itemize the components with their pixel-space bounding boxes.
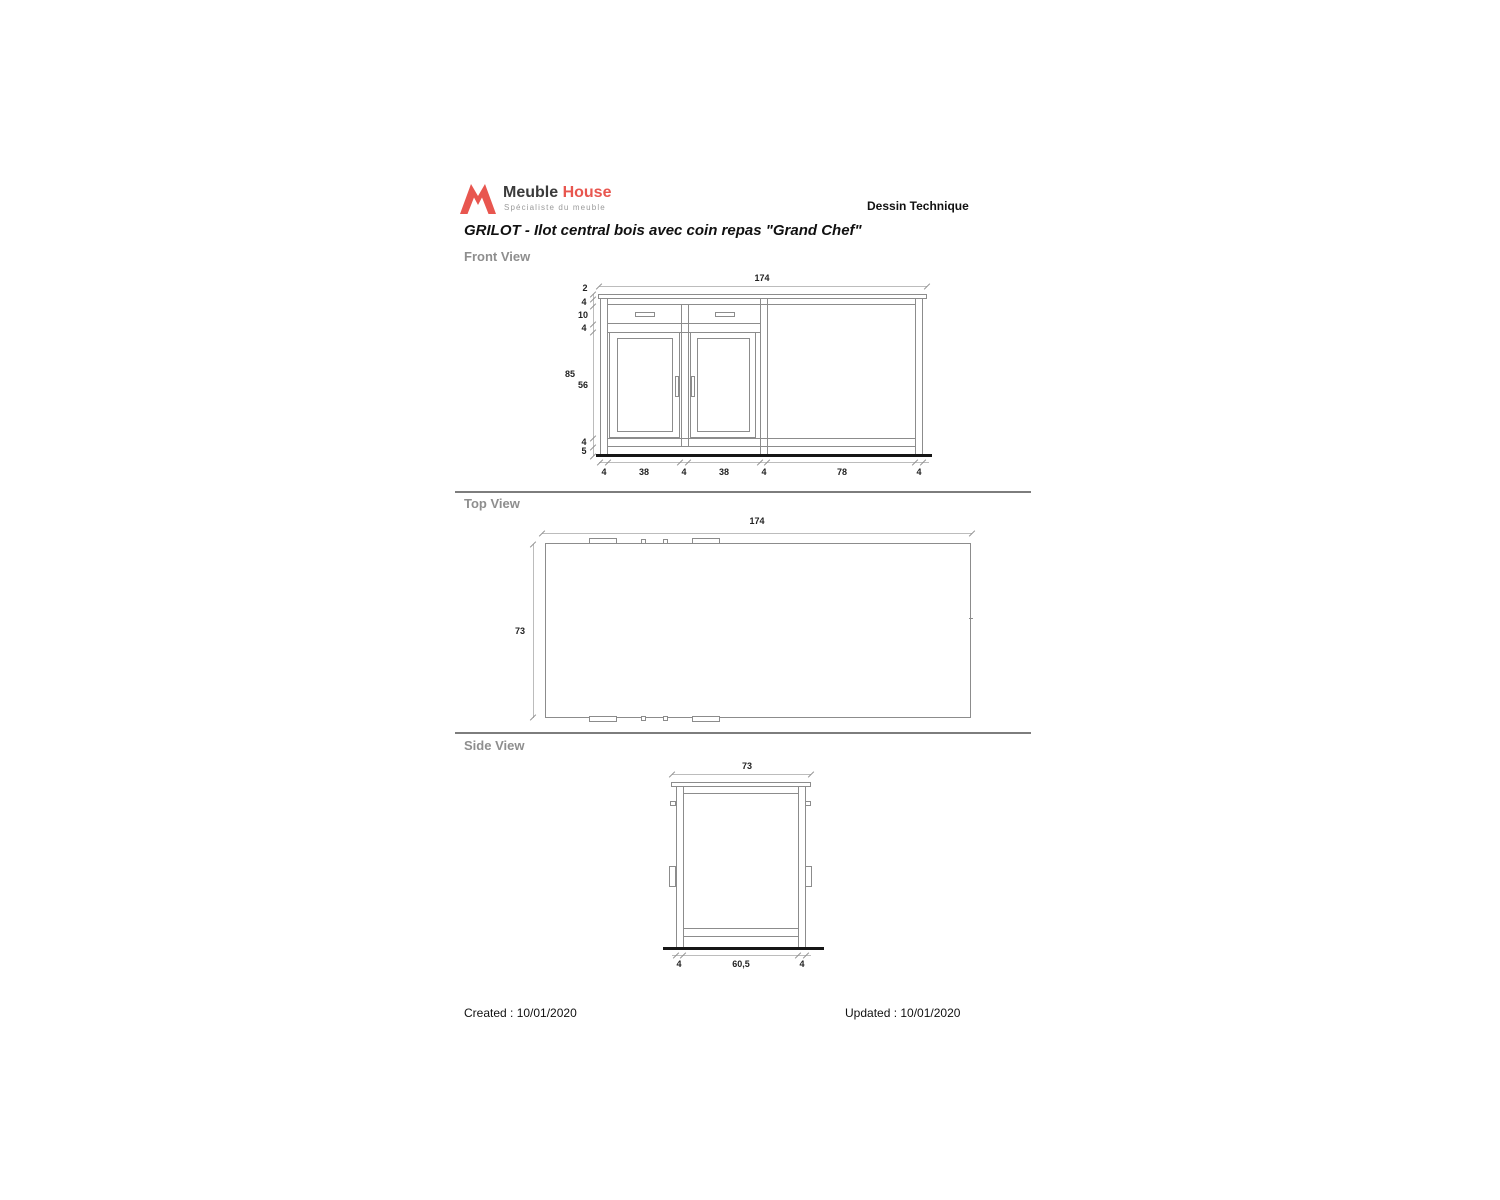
top-tab-knob xyxy=(641,716,646,721)
front-chain-dim: 4 xyxy=(581,297,587,307)
side-bottom-dim: 4 xyxy=(676,959,682,969)
front-bottom-dim: 4 xyxy=(761,467,767,477)
front-chain-dim: 56 xyxy=(577,380,589,390)
front-middle-post xyxy=(760,299,768,454)
front-chain-dim: 2 xyxy=(582,283,588,293)
front-chain-dim: 4 xyxy=(581,323,587,333)
side-bottom-dim-line xyxy=(672,955,811,956)
side-bottom-dim: 60,5 xyxy=(732,959,750,969)
drawer-handle-right xyxy=(715,312,735,317)
door-handle-left xyxy=(675,376,679,397)
top-width-dim-line xyxy=(542,533,972,534)
top-tab-handle xyxy=(589,716,617,722)
front-bottom-dim: 4 xyxy=(681,467,687,477)
front-view-label: Front View xyxy=(464,249,531,264)
front-chain-dim: 10 xyxy=(577,310,589,320)
front-drawer-rail xyxy=(608,323,760,324)
front-bottom-dim: 38 xyxy=(638,467,650,477)
side-top-rail xyxy=(683,793,798,794)
side-view-label: Side View xyxy=(464,738,525,753)
front-chain-dim: 5 xyxy=(581,446,587,456)
side-bottom-dim: 4 xyxy=(799,959,805,969)
drawer-handle-left xyxy=(635,312,655,317)
front-bottom-rail-bottom xyxy=(608,446,916,447)
top-depth-dim: 73 xyxy=(514,626,526,636)
front-left-dim-line xyxy=(593,294,594,456)
front-height-dim: 85 xyxy=(564,369,576,379)
brand-logo-icon xyxy=(458,180,498,216)
side-countertop xyxy=(671,782,811,787)
side-left-leg xyxy=(676,787,684,947)
brand-name-primary: Meuble xyxy=(503,184,559,201)
front-right-leg xyxy=(915,299,923,454)
side-floor-line xyxy=(663,947,824,950)
front-center-stile xyxy=(681,304,689,447)
updated-date: Updated : 10/01/2020 xyxy=(845,1006,961,1020)
top-tab-handle xyxy=(692,716,720,722)
top-width-dim: 174 xyxy=(749,516,765,526)
top-tab-handle xyxy=(589,538,617,544)
door-right-panel xyxy=(697,338,750,432)
brand-tagline: Spécialiste du meuble xyxy=(504,203,606,212)
side-handle-left xyxy=(669,866,676,887)
front-bottom-dim: 4 xyxy=(601,467,607,477)
created-date: Created : 10/01/2020 xyxy=(464,1006,577,1020)
side-peg-right xyxy=(805,801,811,806)
front-width-dim: 174 xyxy=(754,273,770,283)
top-tab-knob xyxy=(663,716,668,721)
front-bottom-dim: 4 xyxy=(916,467,922,477)
top-tab-handle xyxy=(692,538,720,544)
brand-name-secondary: House xyxy=(562,184,612,201)
side-bottom-rail-bottom xyxy=(683,936,798,937)
front-bottom-rail-top xyxy=(608,438,916,439)
front-bottom-dim: 38 xyxy=(718,467,730,477)
side-bottom-rail-top xyxy=(683,928,798,929)
front-top-rail xyxy=(608,304,916,305)
top-view-label: Top View xyxy=(464,496,520,511)
front-left-leg xyxy=(600,299,608,454)
top-tab-knob xyxy=(663,539,668,544)
document-type-label: Dessin Technique xyxy=(867,199,969,213)
side-width-dim-line xyxy=(672,774,811,775)
front-floor-line xyxy=(596,454,932,457)
section-divider xyxy=(455,732,1031,734)
side-peg-left xyxy=(670,801,676,806)
brand-name xyxy=(503,184,611,202)
front-width-dim-line xyxy=(599,286,927,287)
page-title: GRILOT - Ilot central bois avec coin repas "Grand Chef" xyxy=(464,222,862,239)
side-handle-right xyxy=(805,866,812,887)
door-handle-right xyxy=(691,376,695,397)
section-divider xyxy=(455,491,1031,493)
top-right-edge-notch xyxy=(969,618,973,619)
side-width-dim: 73 xyxy=(741,761,753,771)
top-plan-outline xyxy=(545,543,971,718)
front-bottom-dim: 78 xyxy=(836,467,848,477)
front-chain-dim: 4 xyxy=(581,437,587,447)
door-left-panel xyxy=(617,338,673,432)
top-tab-knob xyxy=(641,539,646,544)
top-depth-dim-line xyxy=(533,544,534,718)
